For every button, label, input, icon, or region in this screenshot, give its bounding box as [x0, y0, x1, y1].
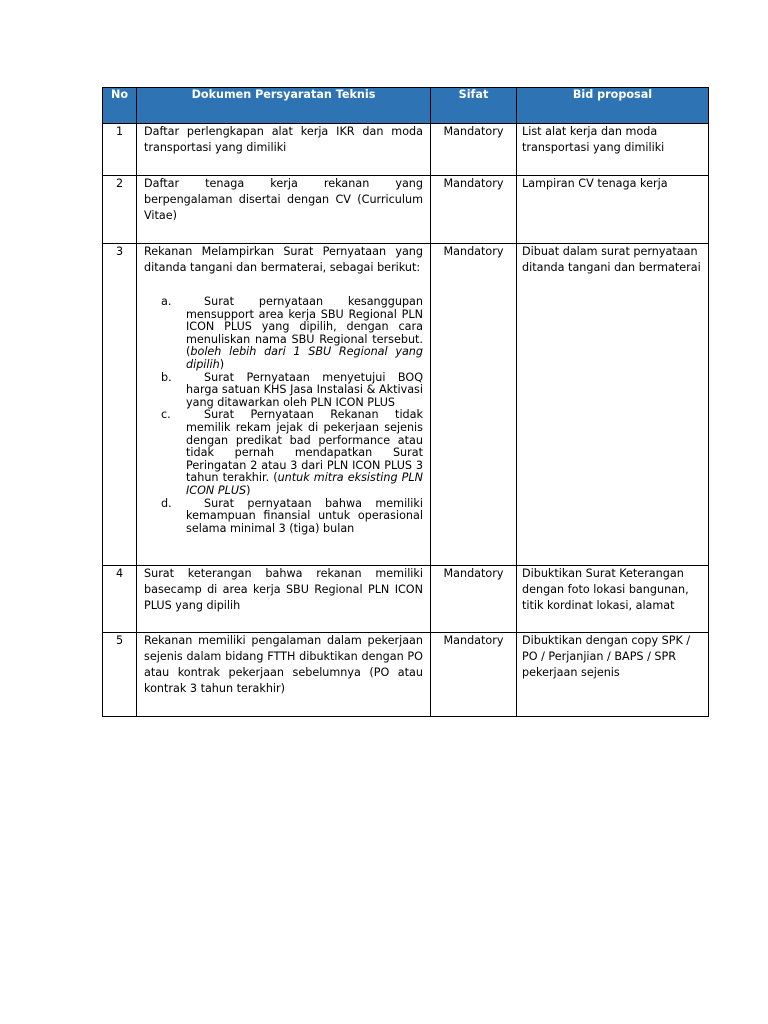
table-row — [103, 633, 709, 717]
header-bid-proposal: Bid proposal — [517, 88, 709, 124]
requirement-type: Mandatory — [431, 176, 517, 244]
table-header-row — [103, 88, 709, 124]
list-marker: a. — [161, 295, 172, 308]
document-requirement: Daftar tenaga kerja rekanan yang berpengalaman disertai dengan CV (Curriculum Vitae) — [137, 176, 431, 244]
requirement-intro: Rekanan Melampirkan Surat Pernyataan yang ditanda tangani dan bermaterai, sebagai berikut: — [144, 245, 423, 274]
table-row — [103, 124, 709, 176]
list-item — [144, 409, 423, 497]
list-item — [144, 372, 423, 410]
header-no: No — [103, 88, 137, 124]
bid-proposal: Dibuktikan dengan copy SPK / PO / Perjanjian / BAPS / SPR pekerjaan sejenis — [517, 633, 709, 717]
item-note: untuk mitra eksisting PLN ICON PLUS — [186, 471, 423, 497]
header-sifat: Sifat — [431, 88, 517, 124]
list-marker: b. — [161, 370, 172, 384]
list-item-text — [186, 296, 423, 372]
item-text: Surat pernyataan bahwa memiliki kemampuan finansial untuk operasional selama minimal 3 (tiga) bulan — [186, 496, 423, 535]
table-row — [103, 176, 709, 244]
item-note: boleh lebih dari 1 SBU Regional yang dipilih — [186, 345, 423, 371]
document-requirement: Rekanan memiliki pengalaman dalam pekerjaan sejenis dalam bidang FTTH dibuktikan dengan PO atau kontrak pekerjaan sebelumnya (PO atau kontrak 3 tahun terakhir) — [137, 633, 431, 717]
table-row — [103, 566, 709, 633]
table-row — [103, 244, 709, 566]
item-text: Surat Pernyataan menyetujui BOQ harga satuan KHS Jasa Instalasi & Aktivasi yang ditawarkan oleh PLN ICON PLUS — [186, 370, 423, 409]
document-requirement: Daftar perlengkapan alat kerja IKR dan moda transportasi yang dimiliki — [137, 124, 431, 176]
requirement-type: Mandatory — [431, 633, 517, 717]
list-marker: c. — [161, 408, 171, 422]
row-number: 1 — [103, 124, 137, 176]
bid-proposal: List alat kerja dan moda transportasi yang dimiliki — [517, 124, 709, 176]
list-item — [144, 498, 423, 536]
item-tail: ) — [246, 483, 251, 497]
row-number: 4 — [103, 566, 137, 633]
bid-proposal: Dibuat dalam surat pernyataan ditanda tangani dan bermaterai — [517, 244, 709, 566]
document-requirement — [137, 244, 431, 566]
row-number: 3 — [103, 244, 137, 566]
list-item — [144, 296, 423, 372]
item-text: Surat pernyataan kesanggupan mensupport area kerja SBU Regional PLN ICON PLUS yang dipilih, dengan cara menuliskan nama SBU Regional tersebut. ( — [186, 295, 423, 359]
requirements-table — [102, 87, 709, 717]
list-item-text — [186, 372, 423, 410]
bid-proposal: Lampiran CV tenaga kerja — [517, 176, 709, 244]
list-item-text — [186, 409, 423, 497]
item-tail: ) — [219, 357, 225, 371]
row-number: 5 — [103, 633, 137, 717]
requirement-type: Mandatory — [431, 566, 517, 633]
list-marker: d. — [161, 496, 172, 510]
header-document: Dokumen Persyaratan Teknis — [137, 88, 431, 124]
row-number: 2 — [103, 176, 137, 244]
requirement-type: Mandatory — [431, 244, 517, 566]
document-requirement: Surat keterangan bahwa rekanan memiliki basecamp di area kerja SBU Regional PLN ICON PLUS yang dipilih — [137, 566, 431, 633]
requirement-type: Mandatory — [431, 124, 517, 176]
list-item-text — [186, 498, 423, 536]
item-text: Surat Pernyataan Rekanan tidak memilik rekam jejak di pekerjaan sejenis dengan predikat bad performance atau tidak pernah mendapatkan Surat Peringatan 2 atau 3 dari PLN ICON PLUS 3 tahun terakhir. ( — [186, 408, 423, 485]
statement-list — [144, 296, 423, 535]
bid-proposal: Dibuktikan Surat Keterangan dengan foto lokasi bangunan, titik kordinat lokasi, alamat — [517, 566, 709, 633]
